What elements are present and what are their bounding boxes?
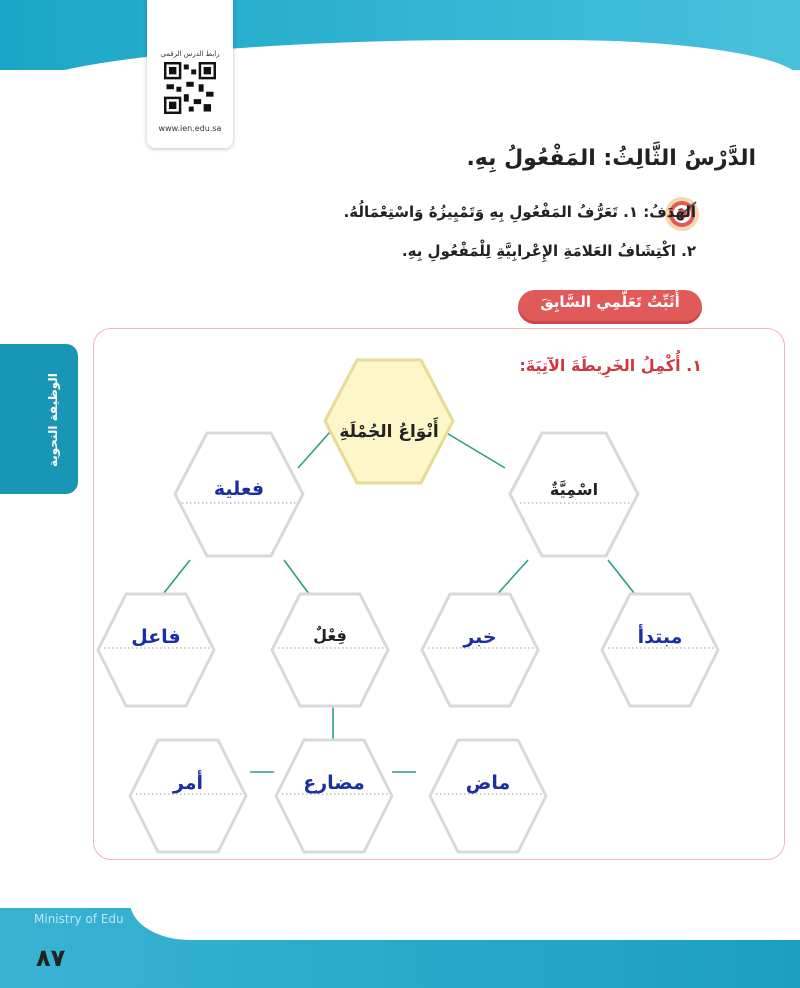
goal-line-1: الهَدَفُ: ١. تَعَرُّفُ المَفْعُولِ بِهِ وَتَمْيِيزُهُ وَاسْتِعْمَالُهُ. <box>343 203 696 221</box>
hex-madi <box>430 740 546 852</box>
nominal-label: اسْمِيَّةٌ <box>549 480 599 499</box>
link-nominal-mubtada <box>608 560 638 598</box>
page-number: ٨٧ <box>36 944 66 972</box>
mubtada-answer[interactable]: مبتدأ <box>637 626 683 648</box>
hex-mudari <box>276 740 392 852</box>
task-instruction: ١. أُكْمِلُ الخَرِيطَةَ الآتِيَةَ: <box>519 356 702 375</box>
goal-line-2: ٢. اكْتِشَافُ العَلامَةِ الإِعْرابِيَّةِ لِلْمَفْعُولِ بِهِ. <box>401 242 696 260</box>
link-verbal-fil <box>284 560 312 598</box>
hex-fail <box>98 594 214 706</box>
mudari-answer[interactable]: مضارع <box>303 772 365 794</box>
lesson-title: الدَّرْسُ الثَّالِثُ: المَفْعُولُ بِهِ. <box>466 146 756 171</box>
section-pill-label: أُثَبِّتُ تَعَلُّمِي السَّابِقَ <box>540 293 680 311</box>
madi-answer[interactable]: ماض <box>465 772 511 794</box>
amr-answer[interactable]: أمر <box>172 772 204 794</box>
center-label: أَنْوَاعُ الجُمْلَةِ <box>339 422 439 442</box>
qr-url[interactable]: www.ien.edu.sa <box>158 124 222 133</box>
hex-amr <box>130 740 246 852</box>
qr-label: رابط الدرس الرقمي <box>160 50 220 58</box>
link-verbal-fail <box>160 560 190 598</box>
footer-curve <box>130 902 800 940</box>
hex-khabar <box>422 594 538 706</box>
unit-side-tab-label: الوظيفة النحوية <box>46 373 60 467</box>
link-center-nominal <box>445 432 505 468</box>
hex-fil <box>272 594 388 706</box>
khabar-answer[interactable]: خبر <box>463 626 497 648</box>
fil-label: فِعْلٌ <box>313 626 347 645</box>
hex-mubtada <box>602 594 718 706</box>
verbal-answer[interactable]: فعلية <box>213 478 265 500</box>
ministry-watermark: Ministry of Edu <box>34 912 124 926</box>
fail-answer[interactable]: فاعل <box>131 626 181 648</box>
link-nominal-khabar <box>494 560 528 598</box>
